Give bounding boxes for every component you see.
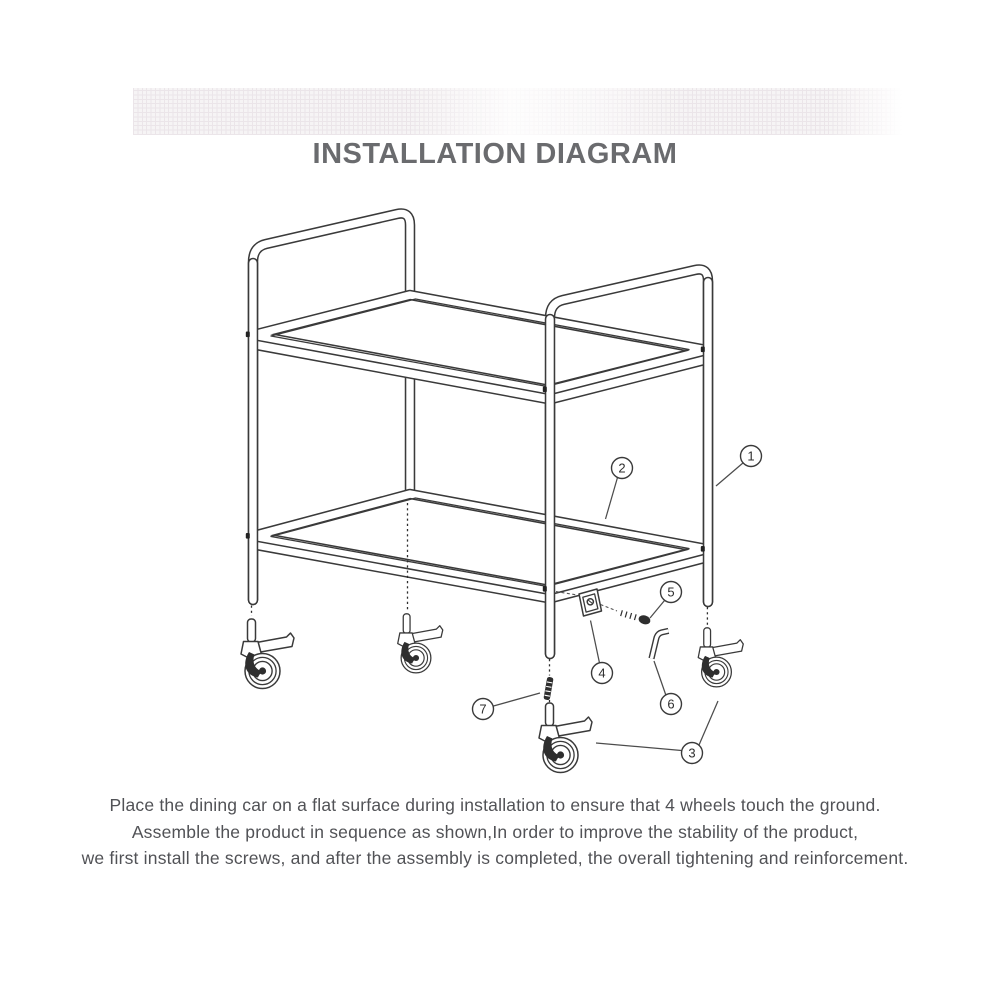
callout-4 [591, 621, 613, 684]
part-caster-bolt [543, 677, 553, 701]
bottom-shelf [253, 494, 707, 603]
instruction-line-2: Assemble the product in sequence as shown,In order to improve the stability of the product, [131, 821, 859, 842]
svg-text:1: 1 [747, 448, 755, 464]
callout-2 [606, 458, 633, 520]
callout-7 [473, 693, 541, 720]
svg-text:2: 2 [618, 460, 626, 476]
caster-front-left [241, 619, 294, 689]
svg-text:6: 6 [667, 696, 675, 712]
svg-text:5: 5 [667, 584, 675, 600]
callout-5 [650, 582, 682, 619]
page-title: INSTALLATION DIAGRAM [312, 138, 678, 170]
instruction-line-1: Place the dining car on a flat surface during installation to ensure that 4 wheels touch the ground. [109, 795, 881, 815]
callout-1 [716, 446, 762, 487]
caster-rear-right [698, 628, 743, 687]
part-allen-key [652, 631, 669, 659]
callout-6 [654, 661, 682, 715]
svg-text:3: 3 [688, 745, 696, 761]
svg-text:7: 7 [479, 701, 487, 717]
top-shelf [253, 295, 707, 404]
svg-text:4: 4 [598, 665, 606, 681]
callout-3 [596, 701, 718, 764]
part-screw [621, 610, 652, 625]
caster-rear-left [398, 614, 443, 673]
caster-front-right [539, 703, 592, 773]
instruction-line-3: we first install the screws, and after the assembly is completed, the overall tightening and reinforcement. [81, 848, 909, 868]
instruction-text [0, 792, 990, 872]
